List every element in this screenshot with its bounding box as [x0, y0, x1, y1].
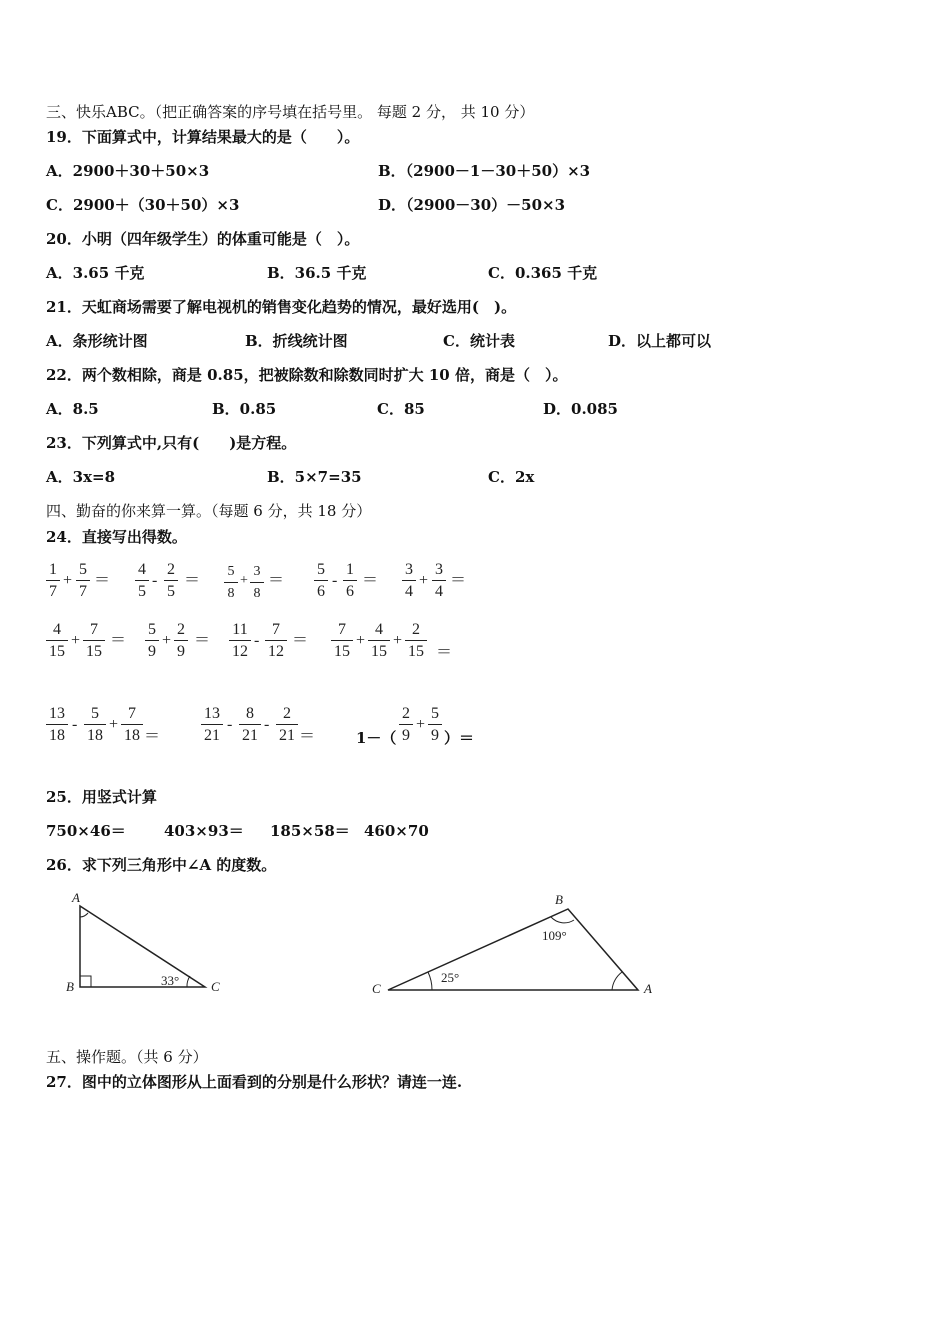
q25-item: 403×93＝ — [164, 822, 244, 840]
q25-stem: 25．用竖式计算 — [46, 788, 157, 806]
q26-stem: 26．求下列三角形中∠A 的度数。 — [46, 856, 277, 874]
q20-stem: 20．小明（四年级学生）的体重可能是（ ）。 — [46, 230, 360, 248]
q22-option-c: C．85 — [377, 400, 425, 418]
vertex-label-b: B — [66, 979, 74, 994]
operator: + — [109, 716, 119, 733]
equals-sign: ＝ — [268, 572, 285, 589]
fraction: 13 18 — [46, 705, 68, 745]
fraction: 2 9 — [174, 621, 188, 661]
fraction: 3 4 — [432, 561, 446, 601]
equals-sign: ＝ — [450, 572, 467, 589]
q21-stem: 21．天虹商场需要了解电视机的销售变化趋势的情况，最好选用( )。 — [46, 298, 517, 316]
equals-sign: ＝ — [194, 632, 211, 649]
fraction: 2 5 — [164, 561, 178, 601]
fraction: 2 9 — [399, 705, 413, 745]
fraction: 5 7 — [76, 561, 90, 601]
fraction: 5 6 — [314, 561, 328, 601]
angle-c-arc — [187, 976, 190, 987]
q25-item: 750×46＝ — [46, 822, 126, 840]
equals-sign: ＝ — [94, 572, 111, 589]
expression-prefix: 1－（ — [356, 729, 397, 747]
q19-option-d: D．（2900－30）－50×3 — [378, 196, 566, 214]
operator: - — [254, 632, 260, 649]
q21-option-a: A．条形统计图 — [46, 332, 148, 350]
triangle-2 — [372, 892, 652, 996]
q22-option-b: B．0.85 — [212, 400, 277, 418]
section-5-title: 五、操作题。（共 6 分） — [46, 1048, 208, 1066]
operator: - — [72, 716, 78, 733]
fraction: 3 8 — [250, 563, 264, 603]
operator: + — [416, 716, 426, 733]
angle-a-arc — [612, 972, 622, 990]
section-4-title: 四、勤奋的你来算一算。（每题 6 分，共 18 分） — [46, 502, 372, 520]
equals-sign: ＝ — [299, 728, 316, 745]
q19-stem: 19．下面算式中，计算结果最大的是（ ）。 — [46, 128, 360, 146]
equals-sign: ＝ — [362, 572, 379, 589]
q21-option-c: C．统计表 — [443, 332, 515, 350]
q22-option-a: A．8.5 — [46, 400, 99, 418]
angle-b-label: 109° — [542, 928, 567, 943]
fraction: 5 9 — [428, 705, 442, 745]
q20-option-c: C．0.365 千克 — [488, 264, 598, 282]
operator: + — [240, 573, 248, 588]
angle-c-label: 25° — [441, 970, 460, 985]
fraction: 4 15 — [368, 621, 390, 661]
fraction: 1 6 — [343, 561, 357, 601]
equals-sign: ＝ — [436, 644, 453, 661]
q22-stem: 22．两个数相除，商是 0.85，把被除数和除数同时扩大 10 倍，商是（ ）。 — [46, 366, 568, 384]
q24-stem: 24．直接写出得数。 — [46, 528, 187, 546]
equals-sign: ＝ — [292, 632, 309, 649]
vertex-label-a: A — [72, 890, 80, 905]
q21-option-d: D．以上都可以 — [608, 332, 712, 350]
vertex-label-c: C — [372, 981, 381, 996]
vertex-label-c: C — [211, 979, 220, 994]
operator: - — [264, 716, 270, 733]
fraction: 7 12 — [265, 621, 287, 661]
fraction: 1 7 — [46, 561, 60, 601]
vertex-label-a: A — [644, 981, 652, 996]
angle-a-arc — [80, 913, 88, 917]
q19-option-c: C．2900＋（30＋50）×3 — [46, 196, 240, 214]
equals-sign: ＝ — [110, 632, 127, 649]
fraction: 2 15 — [405, 621, 427, 661]
fraction: 5 18 — [84, 705, 106, 745]
angle-label: 33° — [161, 973, 180, 988]
q20-option-a: A．3.65 千克 — [46, 264, 145, 282]
q20-option-b: B．36.5 千克 — [267, 264, 367, 282]
q21-option-b: B．折线统计图 — [245, 332, 348, 350]
q19-option-a: A．2900＋30＋50×3 — [46, 162, 210, 180]
q25-item: 185×58＝ — [270, 822, 350, 840]
q22-option-d: D．0.085 — [543, 400, 618, 418]
fraction: 11 12 — [229, 621, 251, 661]
operator: - — [227, 716, 233, 733]
equals-sign: ＝ — [144, 728, 161, 745]
q27-stem: 27．图中的立体图形从上面看到的分别是什么形状？请连一连. — [46, 1073, 463, 1091]
fraction: 5 8 — [224, 563, 238, 603]
q23-option-b: B．5×7=35 — [267, 468, 362, 486]
operator: + — [356, 632, 366, 649]
q23-stem: 23．下列算式中,只有( )是方程。 — [46, 434, 297, 452]
q25-item: 460×70 — [364, 822, 429, 840]
q23-option-a: A．3x=8 — [46, 468, 116, 486]
operator: - — [152, 572, 158, 589]
q19-option-b: B．（2900－1－30＋50）×3 — [378, 162, 591, 180]
fraction: 13 21 — [201, 705, 223, 745]
angle-b-arc — [551, 917, 574, 923]
fraction: 4 5 — [135, 561, 149, 601]
operator: + — [162, 632, 172, 649]
fraction: 5 9 — [145, 621, 159, 661]
fraction: 7 18 — [121, 705, 143, 745]
fraction: 7 15 — [83, 621, 105, 661]
fraction: 7 15 — [331, 621, 353, 661]
angle-c-arc — [428, 972, 432, 990]
operator: + — [419, 572, 429, 589]
right-angle-mark — [80, 976, 91, 987]
operator: + — [63, 572, 73, 589]
equals-sign: ＝ — [184, 572, 201, 589]
triangle-2-shape — [388, 909, 638, 990]
vertex-label-b: B — [555, 892, 563, 907]
operator: + — [71, 632, 81, 649]
operator: + — [393, 632, 403, 649]
expression-suffix: ）＝ — [444, 729, 475, 747]
fraction: 3 4 — [402, 561, 416, 601]
operator: - — [332, 572, 338, 589]
triangle-1 — [66, 890, 220, 994]
fraction: 8 21 — [239, 705, 261, 745]
fraction: 4 15 — [46, 621, 68, 661]
section-3-title: 三、快乐ABC。（把正确答案的序号填在括号里。 每题 2 分， 共 10 分） — [46, 103, 535, 121]
triangle-1-shape — [80, 906, 205, 987]
q23-option-c: C．2x — [488, 468, 535, 486]
fraction: 2 21 — [276, 705, 298, 745]
